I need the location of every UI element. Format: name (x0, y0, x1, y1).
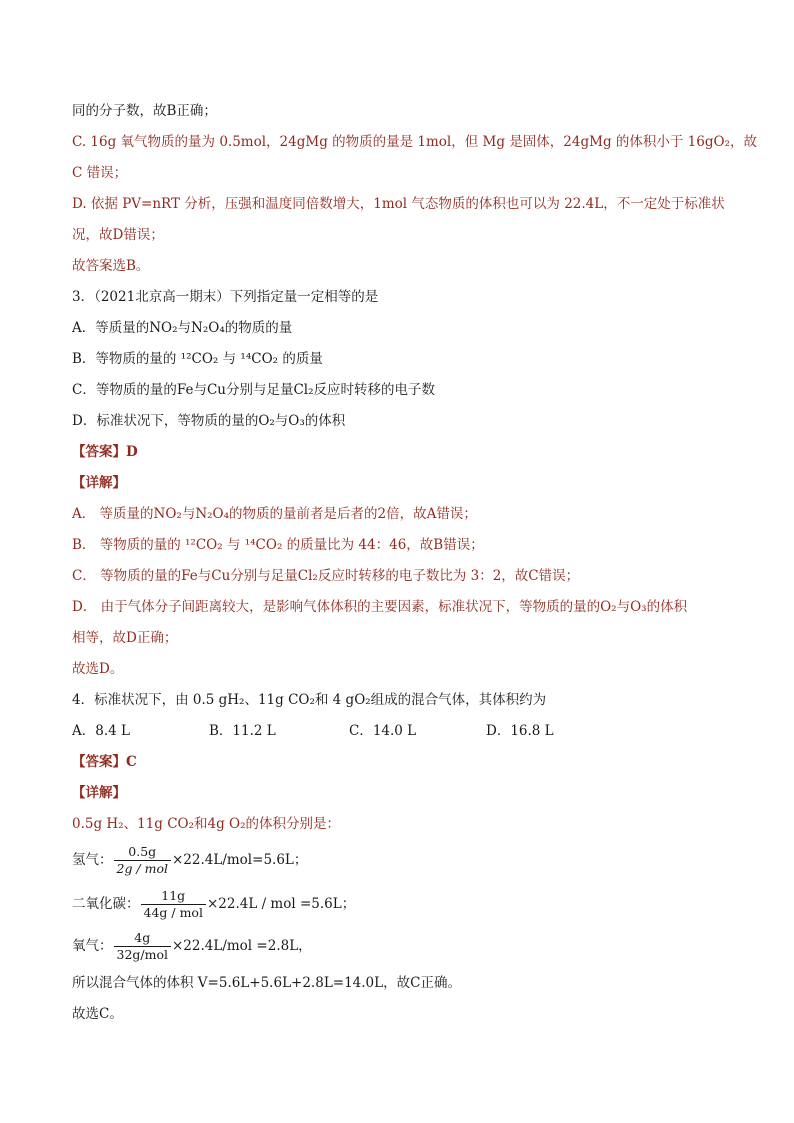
formula-label: 二氧化碳： (72, 896, 140, 912)
question-4-option-a: A．8.4 L (72, 723, 130, 739)
fraction-numerator: 11g (161, 888, 186, 903)
question-3-option-a: A．等质量的NO₂与N₂O₄的物质的量 (72, 320, 293, 336)
question-3-explain-b: B． 等物质的量的 ¹²CO₂ 与 ¹⁴CO₂ 的质量比为 44：46，故B错误； (72, 537, 484, 553)
formula-label: 氢气： (72, 852, 113, 868)
text-line: C. 16g 氧气物质的量为 0.5mol，24gMg 的物质的量是 1mol，但 Mg 是固体，24gMg 的体积小于 16gO₂，故 (72, 134, 757, 150)
formula-result: ×22.4L/mol=5.6L； (172, 852, 308, 868)
question-4-intro: 0.5g H₂、11g CO₂和4g O₂的体积分别是： (72, 816, 341, 832)
question-3-conclusion: 故选D。 (72, 661, 124, 677)
question-3-option-b: B．等物质的量的 ¹²CO₂ 与 ¹⁴CO₂ 的质量 (72, 351, 323, 367)
formula-oxygen (72, 928, 312, 964)
formula-result: ×22.4L/mol =2.8L， (172, 938, 312, 954)
question-3-detail-heading: 【详解】 (72, 475, 126, 491)
question-3-explain-d-cont: 相等，故D正确； (72, 630, 178, 646)
fraction-denominator: 44g / mol (141, 904, 206, 921)
text-line: 同的分子数，故B正确； (72, 103, 217, 119)
text-line: 故答案选B。 (72, 258, 150, 274)
question-4-conclusion: 故选C。 (72, 1006, 123, 1022)
question-4-detail-heading: 【详解】 (72, 785, 126, 801)
fraction (114, 930, 172, 963)
question-3-option-c: C．等物质的量的Fe与Cu分别与足量Cl₂反应时转移的电子数 (72, 382, 436, 398)
question-4-option-c: C．14.0 L (349, 723, 417, 739)
fraction-numerator: 0.5g (128, 844, 157, 859)
fraction-denominator: 32g/mol (114, 946, 172, 963)
fraction (141, 888, 206, 921)
text-line: D. 依据 PV=nRT 分析，压强和温度同倍数增大，1mol 气态物质的体积也可以为 22.4L，不一定处于标准状 (72, 196, 725, 212)
fraction (114, 844, 172, 877)
question-3-explain-c: C． 等物质的量的Fe与Cu分别与足量Cl₂反应时转移的电子数比为 3：2，故C错误； (72, 568, 580, 584)
question-3-explain-a: A． 等质量的NO₂与N₂O₄的物质的量前者是后者的2倍，故A错误； (72, 506, 477, 522)
fraction-numerator: 4g (134, 930, 151, 945)
question-3-explain-d: D． 由于气体分子间距离较大，是影响气体体积的主要因素，标准状况下，等物质的量的O₂与O₃的体积 (72, 599, 688, 615)
formula-label: 氧气： (72, 938, 113, 954)
question-4-option-b: B．11.2 L (209, 723, 276, 739)
question-4-options (72, 721, 554, 741)
text-line: 况，故D错误； (72, 227, 164, 243)
formula-carbon-dioxide (72, 886, 355, 922)
text-line: C 错误； (72, 165, 128, 181)
question-4-stem: 4．标准状况下，由 0.5 gH₂、11g CO₂和 4 gO₂组成的混合气体，其体积约为 (72, 692, 547, 708)
question-4-total: 所以混合气体的体积 V=5.6L+5.6L+2.8L=14.0L，故C正确。 (72, 975, 461, 991)
question-4-option-d: D．16.8 L (486, 723, 554, 739)
fraction-denominator: 2g / mol (114, 860, 172, 877)
question-3-answer: 【答案】D (72, 444, 138, 460)
question-3-stem: 3．（2021北京高一期末）下列指定量一定相等的是 (72, 289, 379, 305)
question-3-option-d: D．标准状况下，等物质的量的O₂与O₃的体积 (72, 413, 346, 429)
formula-hydrogen (72, 842, 307, 878)
formula-result: ×22.4L / mol =5.6L； (206, 896, 356, 912)
question-4-answer: 【答案】C (72, 754, 137, 770)
